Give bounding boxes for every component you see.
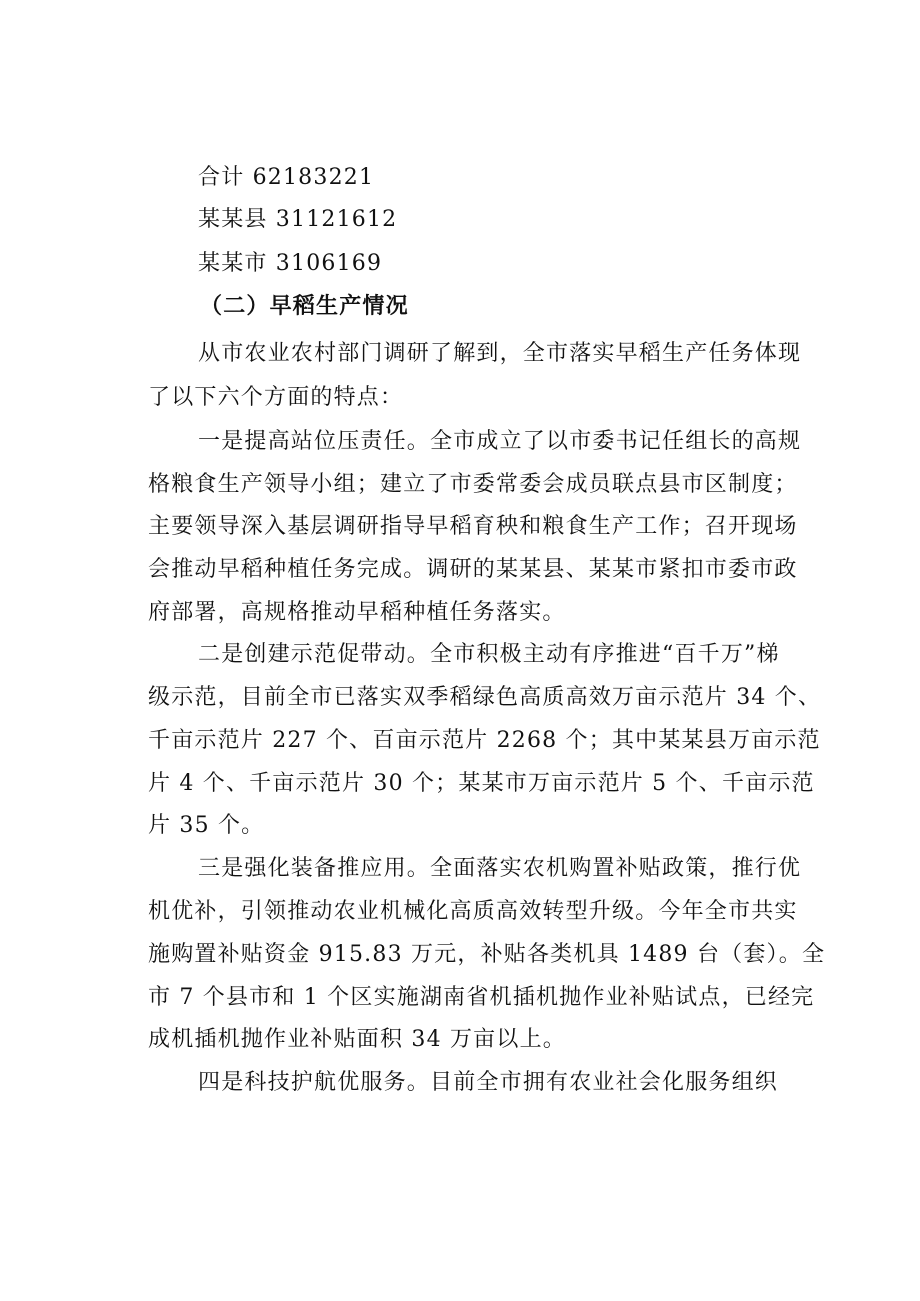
paragraph-line: 格粮食生产领导小组；建立了市委常委会成员联点县市区制度； [148, 472, 798, 497]
paragraph-line: 片 35 个。 [148, 813, 265, 838]
paragraph-line: 三是强化装备推应用。全面落实农机购置补贴政策，推行优 [198, 856, 802, 881]
paragraph-line: 成机插机抛作业补贴面积 34 万亩以上。 [148, 1027, 566, 1052]
county-total-line: 某某县 31121612 [198, 207, 398, 232]
section-heading: （二）早稻生产情况 [200, 294, 409, 319]
city-total-line: 某某市 3106169 [198, 251, 383, 276]
paragraph-line: 主要领导深入基层调研指导早稻育秧和粮食生产工作；召开现场 [148, 514, 798, 539]
paragraph-line: 府部署，高规格推动早稻种植任务落实。 [148, 600, 566, 625]
paragraph-line: 市 7 个县市和 1 个区实施湖南省机插机抛作业补贴试点，已经完 [148, 985, 815, 1010]
paragraph-line: 级示范，目前全市已落实双季稻绿色高质高效万亩示范片 34 个、 [148, 685, 822, 710]
paragraph-line: 千亩示范片 227 个、百亩示范片 2268 个；其中某某县万亩示范 [148, 728, 821, 753]
paragraph-line: 一是提高站位压责任。全市成立了以市委书记任组长的高规 [198, 429, 802, 454]
paragraph-line: 二是创建示范促带动。全市积极主动有序推进“百千万”梯 [198, 642, 780, 667]
paragraph-line: 施购置补贴资金 915.83 万元，补贴各类机具 1489 台（套）。全 [148, 942, 826, 967]
paragraph-line: 四是科技护航优服务。目前全市拥有农业社会化服务组织 [198, 1070, 779, 1095]
total-line: 合计 62183221 [198, 165, 375, 190]
paragraph-line: 了以下六个方面的特点： [148, 385, 404, 410]
paragraph-line: 机优补，引领推动农业机械化高质高效转型升级。今年全市共实 [148, 899, 798, 924]
paragraph-line: 会推动早稻种植任务完成。调研的某某县、某某市紧扣市委市政 [148, 557, 798, 582]
paragraph-line: 从市农业农村部门调研了解到，全市落实早稻生产任务体现 [198, 341, 802, 366]
paragraph-line: 片 4 个、千亩示范片 30 个；某某市万亩示范片 5 个、千亩示范 [148, 771, 815, 796]
